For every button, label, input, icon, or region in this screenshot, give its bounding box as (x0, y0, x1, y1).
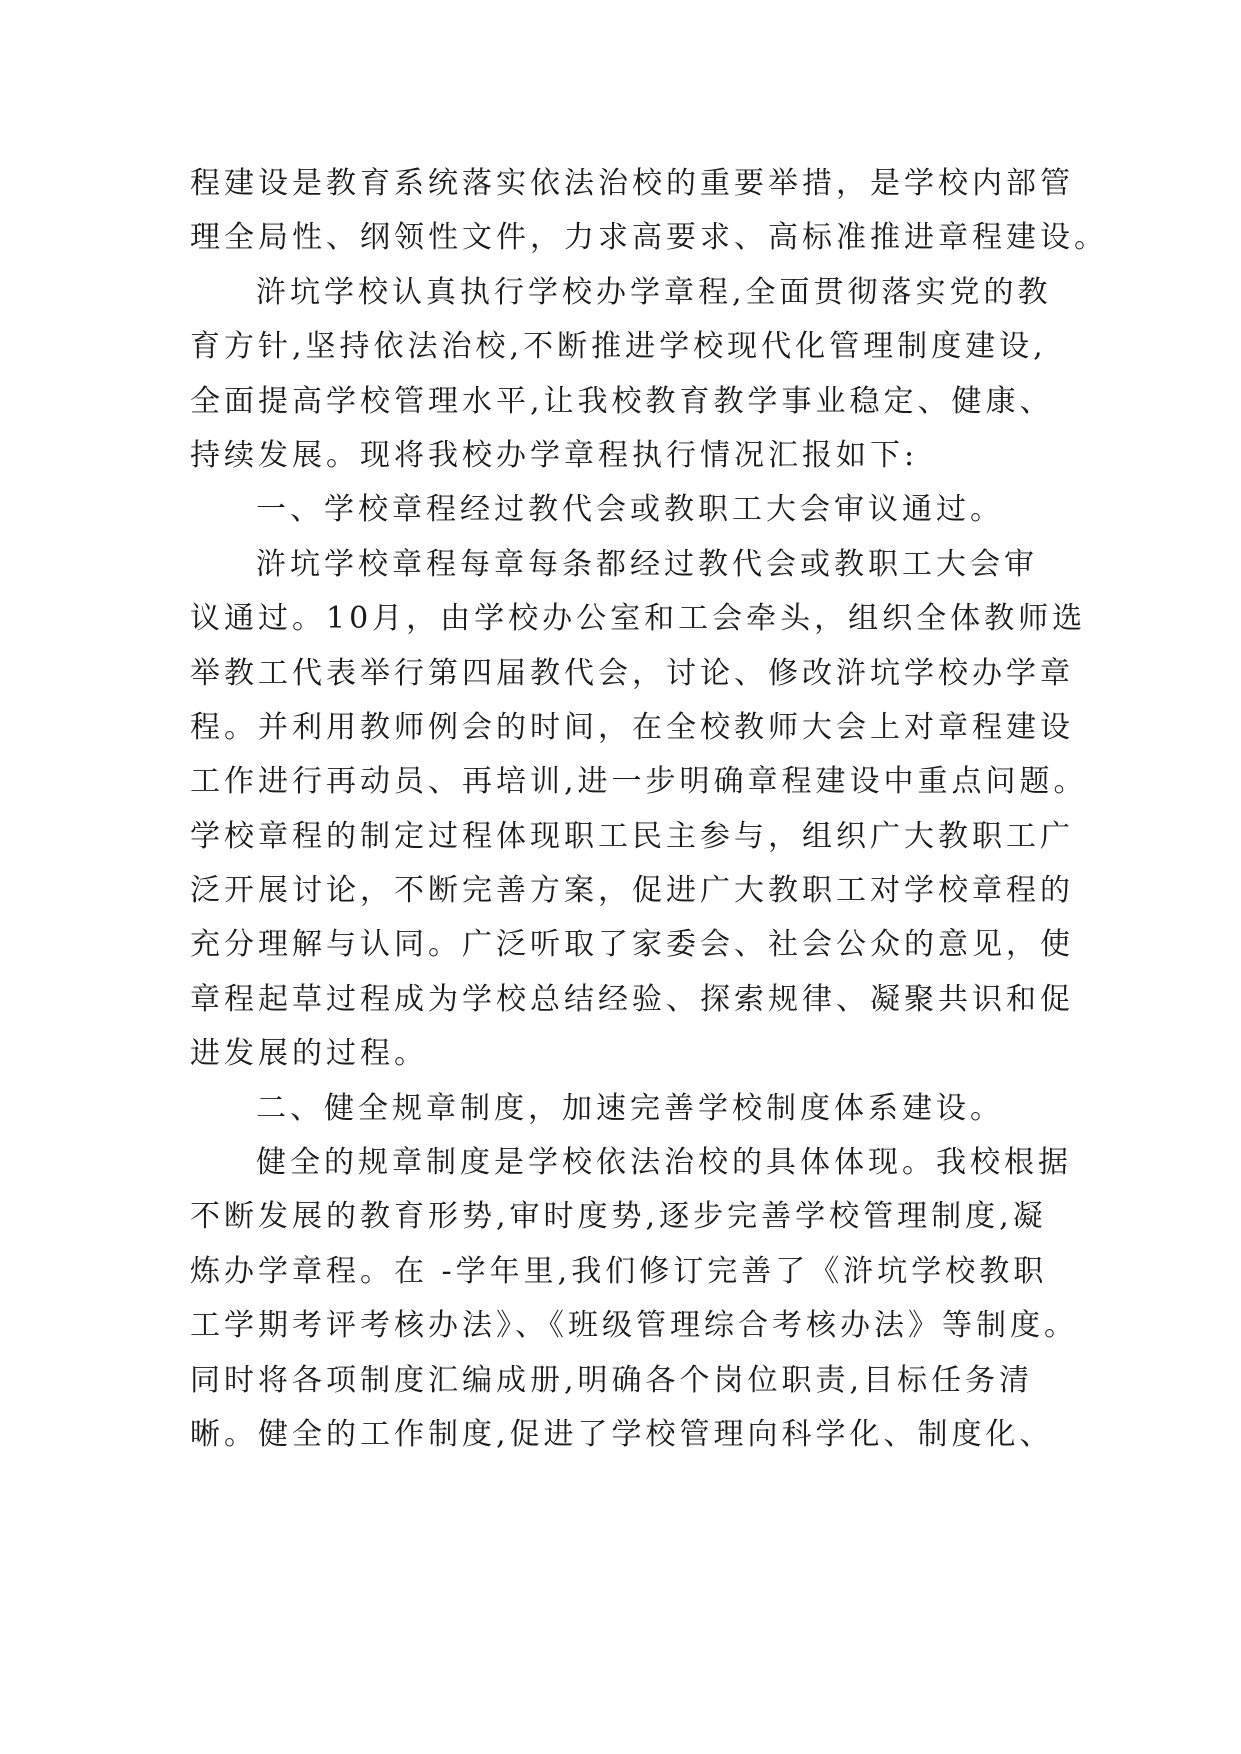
text-line: 二、健全规章制度，加速完善学校制度体系建设。 (256, 1090, 1004, 1126)
text-line: 浒坑学校认真执行学校办学章程,全面贯彻落实党的教 (256, 274, 1052, 310)
text-line: 持续发展。现将我校办学章程执行情况汇报如下: (190, 437, 919, 473)
text-line: 炼办学章程。在 -学年里,我们修订完善了《浒坑学校教职 (190, 1253, 1048, 1289)
text-line: 充分理解与认同。广泛听取了家委会、社会公众的意见，使 (190, 927, 1074, 963)
text-line: 工学期考评考核办法》、《班级管理综合考核办法》等制度。 (190, 1308, 1078, 1344)
text-line: 育方针,坚持依法治校,不断推进学校现代化管理制度建设, (190, 329, 1047, 365)
text-line: 程建设是教育系统落实依法治校的重要举措，是学校内部管 (190, 166, 1074, 201)
text-line: 进发展的过程。 (190, 1036, 428, 1072)
text-line: 全面提高学校管理水平,让我校教育教学事业稳定、健康、 (190, 383, 1054, 419)
text-line: 不断发展的教育形势,审时度势,逐步完善学校管理制度,凝 (190, 1199, 1047, 1235)
document-body (190, 157, 1108, 1462)
text-line: 一、学校章程经过教代会或教职工大会审议通过。 (256, 492, 1004, 528)
text-line: 理全局性、纲领性文件，力求高要求、高标准推进章程建设。 (190, 220, 1108, 256)
text-line: 泛开展讨论，不断完善方案，促进广大教职工对学校章程的 (190, 873, 1074, 909)
text-line: 健全的规章制度是学校依法治校的具体体现。我校根据 (256, 1145, 1072, 1181)
text-line: 浒坑学校章程每章每条都经过教代会或教职工大会审 (256, 546, 1038, 582)
text-line: 学校章程的制定过程体现职工民主参与，组织广大教职工广 (190, 818, 1074, 854)
text-line: 工作进行再动员、再培训,进一步明确章程建设中重点问题。 (190, 764, 1088, 800)
text-line: 章程起草过程成为学校总结经验、探索规律、凝聚共识和促 (190, 981, 1074, 1017)
text-line: 举教工代表举行第四届教代会，讨论、修改浒坑学校办学章 (190, 655, 1074, 691)
text-line: 议通过。10月，由学校办公室和工会牵头，组织全体教师选 (190, 601, 1087, 637)
text-line: 同时将各项制度汇编成册,明确各个岗位职责,目标任务清 (190, 1362, 1034, 1398)
text-line: 程。并利用教师例会的时间，在全校教师大会上对章程建设 (190, 709, 1074, 745)
text-line: 晰。健全的工作制度,促进了学校管理向科学化、制度化、 (190, 1416, 1054, 1452)
